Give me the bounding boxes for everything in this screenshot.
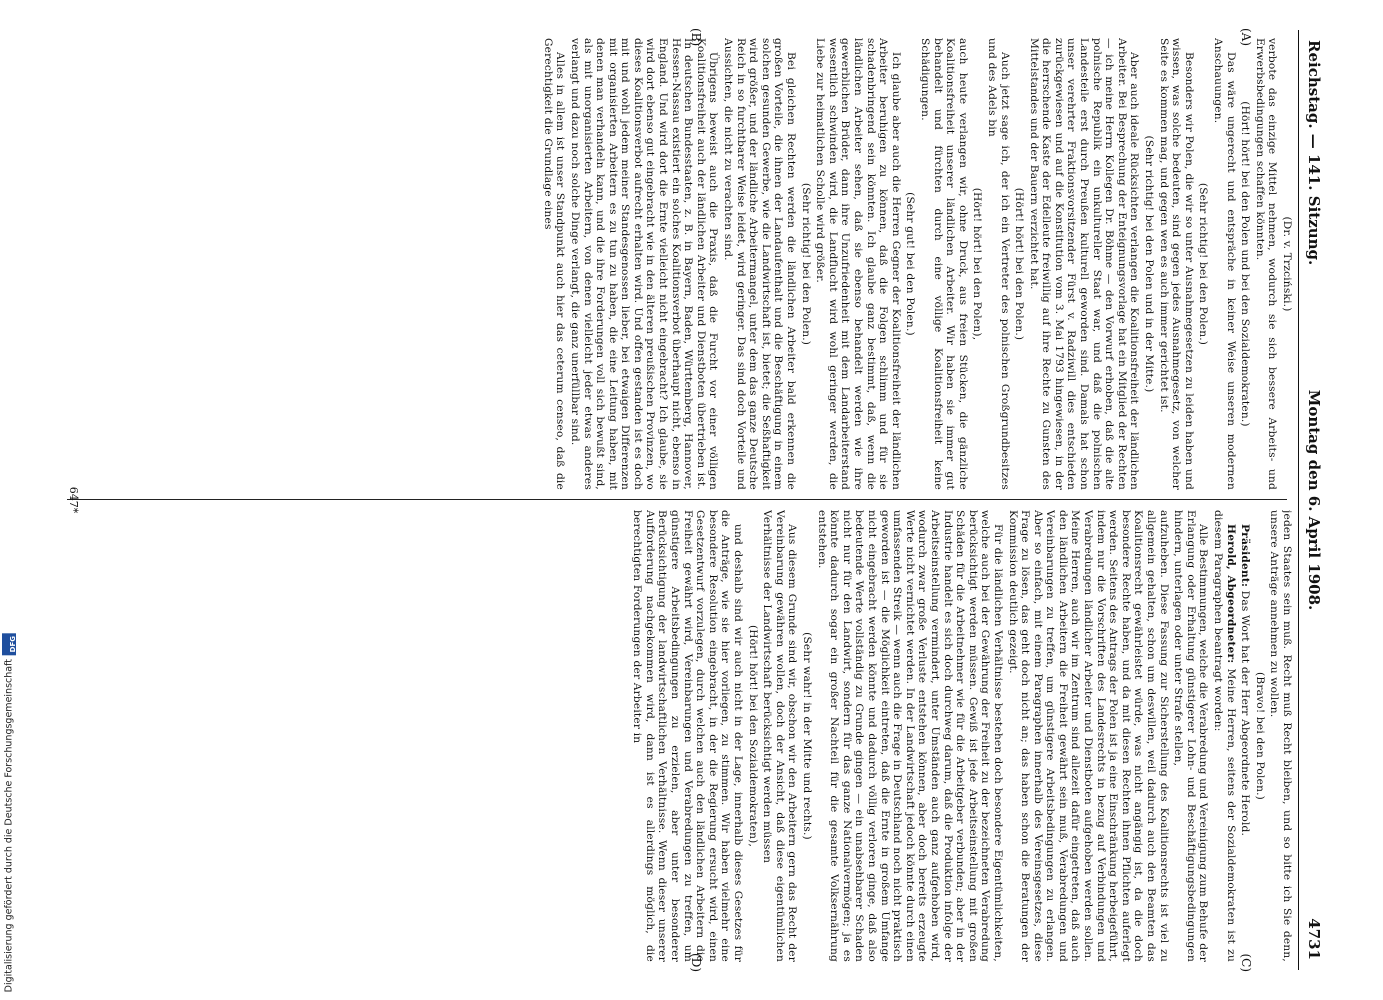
left_column-paragraph: Ich glaube aber auch die Herren Gegner der Koalitionsfreiheit der ländlichen Arbeiter beruhigen zu können, daß die Folgen schlimm und für sie schadenbringend sein könnten. Ich glaube ganz bestimmt, daß, wenn die ländlichen Arbeiter sehen, daß sie ebenso behandelt werden wie ihre gewerblichen Brüder, dann ihre Unzufriedenheit mit dem Landarbeiterstand wesentlich schwinden wird, die Landflucht wird wohl geringer werden, die Liebe zur heimatlichen Scholle wird größer. xyxy=(813,38,902,490)
left_column-paragraph: Das wäre ungerecht und entspräche in keiner Weise unseren modernen Anschauungen. xyxy=(1211,38,1237,490)
right-column xyxy=(67,510,1293,962)
text-columns xyxy=(67,30,1293,970)
dfg-logo: DFG xyxy=(2,633,16,655)
right_column-paragraph: Herold, Abgeordneter: Meine Herren, seitens der Sozialdemokraten ist zu diesem Paragraphen beantragt worden: xyxy=(1211,510,1237,962)
funding-note xyxy=(2,633,16,992)
left_column-paragraph: auch heute verlangen wir, ohne Druck, aus freien Stücken, die gänzliche Koalitionsfreiheit unserer ländlichen Arbeiter. Wir haben sie immer gut behandelt und fürchten durch eine völlige Koalitionsfreiheit keine Schädigungen. xyxy=(918,38,969,490)
left_column-paragraph: Besonders wir Polen, die wir so unter Ausnahmegesetzen zu leiden haben und wissen, was solche bedeuten, sind gegen jedes Ausnahmegesetz, von welcher Seite es kommen mag, und gegen wen es auch immer gerichtet ist. xyxy=(1157,38,1195,490)
margin-mark-d: (D) xyxy=(688,953,703,972)
left_column-paragraph: Übrigens beweist auch die Praxis, daß die Furcht vor einer völligen Koalitionsfreiheit auch der ländlichen Arbeiter und Dienstboten übertrieben ist. In deutschen Bundesstaaten, z. B. in Bayern, Baden, Württemberg, Hannover, Hessen-Nassau existiert ein solches Koalitionsverbot überhaupt nicht, ebenso in England. Und wird dort die Ernte vielleicht nicht eingebracht? Ich glaube, sie wird dort ebenso gut eingebracht wie in den älteren preußischen Provinzen, wo dieses Koalitionsverbot aufrecht erhalten wird. Und offen gestanden ist es doch mit und wohl jedem meiner Standesgenossen lieber, bei etwaigen Differenzen mit organisierten Arbeitern es zu tun zu haben, die eine Leitung haben, mit denen man verhandeln kann, und die ihre Forderungen voll sich bewußt sind, als mit unorganisierten Arbeitern, von denen vielleicht jeder etwas anderes verlangt und dazu noch solche Dinge verlangt, die ganz unerfüllbar sind. xyxy=(568,38,719,490)
column-divider xyxy=(67,499,1287,500)
left_column-paragraph: verbote das einzige Mittel nehmen, wodurch sie sich bessere Arbeits- und Erwerbsbedingungen schaffen könnten. xyxy=(1253,38,1278,490)
left_column-paragraph: (Hört! hört! bei den Polen und bei den Sozialdemokraten.) xyxy=(1238,101,1251,427)
right_column-paragraph: (Bravo! bei den Polen.) xyxy=(1253,672,1266,800)
left_column-paragraph: (Dr. v. Trzciński.) xyxy=(1280,216,1293,312)
right_column-paragraph: Alle Bestimmungen, welche die Verabredung und Vereinigung zum Behufe der Erlangung oder Erhaltung günstigerer Lohn- und Beschäftigungsbedingungen hindern, unterlagen oder unter Strafe stellen, xyxy=(1171,510,1209,962)
right_column-paragraph: Präsident: Das Wort hat der Herr Abgeordnete Herold. xyxy=(1238,524,1251,837)
left_column-paragraph: Auch jetzt sage ich, der ich ein Vertreter des polnischen Großgrundbesitzes und des Adels bin xyxy=(985,38,1011,490)
right_column-paragraph: aufzuheben. Diese Fassung zur Sicherstellung des Koalitionsrechts ist viel zu allgemein gehalten, schon um deswillen, weil dadurch auch den Beamten das Koalitionsrecht gewährleistet würde, was nicht angängig ist, da die doch besondere Rechte haben, und da mit diesen Rechten ihnen Pflichten auferlegt werden. Seitens des Antrags der Polen ist ja eine Einschränkung herbeigeführt, indem nur die Vorschriften des Landesrechts in bezug auf Verbindungen und Verabredungen ländlicher Arbeiter und Dienstboten aufgehoben werden sollen. Meine Herren, auch wir im Zentrum sind allezeit dafür eingetreten, daß auch den ländlichen Arbeitern die Freiheit gewährt sein muß, Verabredungen und Vereinbarungen zu treffen, um günstigere Arbeitsbedingungen zu erlangen. Aber so einfach, mit einem Paragraphen innerhalb des Vereinsgesetzes, diese Frage zu lösen, das geht doch nicht an; das haben schon die Beratungen der Kommission deutlich gezeigt. xyxy=(1006,510,1170,962)
left-column xyxy=(67,38,1293,490)
right_column-paragraph: Für die ländlichen Verhältnisse bestehen doch besondere Eigentümlichkeiten, welche auch bei der Gewährung der Freiheit zu der bezeichneten Verabredung berücksichtigt werden müssen. Gewiß ist jede Arbeitseinstellung mit großen Schäden für die Arbeitnehmer wie für die Arbeitgeber verbunden; aber in der Industrie handelt es sich doch durchweg darum, daß die Produktion infolge der Arbeitseinstellung vermindert, unter Umständen auch ganz aufgehoben wird, wodurch zwar große Verluste entstehen können, aber doch bereits erzeugte Werte nicht vernichtet werden. In der Landwirtschaft jedoch könnte durch einen umfassenden Streik — wenn auch die Frage in Deutschland noch nicht praktisch geworden ist — die Möglichkeit eintreten, daß die Ernte in großem Umfange nicht eingebracht werden könnte und dadurch völlig verloren ginge, daß also bedeutende Werte vollständig zu Grunde gingen — ein unabsehbarer Schaden nicht nur für den Landwirt, sondern für das ganze Nationalvermögen; ja es könnte dadurch sogar ein großer Nachteil für die gesamte Volksernährung entstehen. xyxy=(815,510,1004,962)
footer-page-number: 647* xyxy=(66,486,80,514)
header-left: Reichstag. — 141. Sitzung. xyxy=(1304,40,1323,266)
speaker-name: Herold, Abgeordneter: xyxy=(1224,524,1237,664)
right_column-paragraph: jeden Staates sein muß. Recht muß Recht bleiben, und so bitte ich Sie denn, unsere Anträge annehmen zu wollen. xyxy=(1267,510,1293,962)
right_column-paragraph: Aus diesem Grunde sind wir, obschon wir den Arbeitern gern das Recht der Vereinbarung gewähren wollen, doch der Ansicht, daß diese eigentümlichen Verhältnisse der Landwirtschaft berücksichtigt werden müssen xyxy=(760,510,798,962)
right_column-paragraph: (Hört! hört! bei den Sozialdemokraten), xyxy=(746,624,759,848)
speaker-name: Präsident: xyxy=(1238,524,1251,588)
right_column-paragraph: und deshalb sind wir auch nicht in der Lage, innerhalb dieses Gesetzes für die Anträge, wie sie hier vorliegen, zu stimmen. Wir haben vielmehr eine besondere Resolution eingebracht, in der die Regierung ersucht wird, einen Gesetzentwurf vorzulegen, durch welchen auch den ländlichen Arbeitern die Freiheit gewährt wird, Vereinbarungen und Verabredungen zu treffen, um günstigere Arbeitsbedingungen zu erzielen, aber unter besonderer Berücksichtigung der landwirtschaftlichen Verhältnisse. Wenn dieser unserer Aufforderung nachgekommen wird, dann ist es allerdings möglich, die berechtigten Forderungen der Arbeiter in xyxy=(630,510,744,962)
left_column-paragraph: (Hört! hört! bei den Polen.) xyxy=(1012,187,1025,341)
left_column-paragraph: (Sehr gut! bei den Polen.) xyxy=(903,192,916,336)
document-page xyxy=(57,30,1327,970)
margin-mark-b: (B) xyxy=(688,28,703,47)
left_column-paragraph: (Sehr richtig! bei den Polen.) xyxy=(1196,182,1209,346)
left_column-paragraph: (Sehr richtig! bei den Polen.) xyxy=(799,182,812,346)
header-date: Montag den 6. April 1908. xyxy=(1304,389,1323,611)
funding-note-text: Digitalisierung gefördert durch die Deutsche Forschungsgemeinschaft xyxy=(3,658,15,992)
left_column-paragraph: Bei gleichen Rechten werden die ländlichen Arbeiter bald erkennen die großen Vorteile, die ihnen der Landaufenthalt und die Beschäftigung in einem solchen gesunden Gewerbe, wie die Landwirtschaft ist, bietet; die Seßhaftigkeit wird größer, und der ländliche Arbeitermangel, unter dem das ganze Deutsche Reich in so furchtbarer Weise leidet, wird geringer. Das sind doch Vorteile und Aussichten, die nicht zu verachten sind. xyxy=(721,38,797,490)
left_column-paragraph: Aber auch ideale Rücksichten verlangen die Koalitionsfreiheit der ländlichen Arbeiter. Bei Besprechung der Enteignungsvorlage hat ein Mitglied der Rechten — ich meine Herrn Kollegen Dr. Böhme — den Vorwurf erhoben, daß die alte polnische Republik ein unkultureller Staat war, und daß die polnischen Landesteile erst durch Preußen kulturell geworden sind. Damals hat schon unser verehrter Fraktionsvorsitzender Fürst v. Radziwill dies entschieden zurückgewiesen und auf die Konstitution vom 3. Mai 1793 hingewiesen, in der die herrschende Kaste der Edelleute freiwillig auf ihre Rechte zu Gunsten des Mittelstandes und der Bauern verzichtet hat. xyxy=(1027,38,1140,490)
left_column-paragraph: Alles in allem ist unser Standpunkt auch hier das ceterum censeo, daß die Gerechtigkeit die Grundlage eines xyxy=(541,38,566,490)
left_column-paragraph: (Hört! hört! bei den Polen), xyxy=(970,187,983,341)
margin-mark-c: (C) xyxy=(1238,953,1253,972)
margin-mark-a: (A) xyxy=(1238,28,1253,47)
page-header xyxy=(1298,30,1327,970)
right_column-paragraph: (Sehr wahr! in der Mitte und rechts.) xyxy=(800,632,813,840)
left_column-paragraph: (Sehr richtig! bei den Polen und in der Mitte.) xyxy=(1142,135,1155,393)
header-page-number: 4731 xyxy=(1304,918,1323,960)
